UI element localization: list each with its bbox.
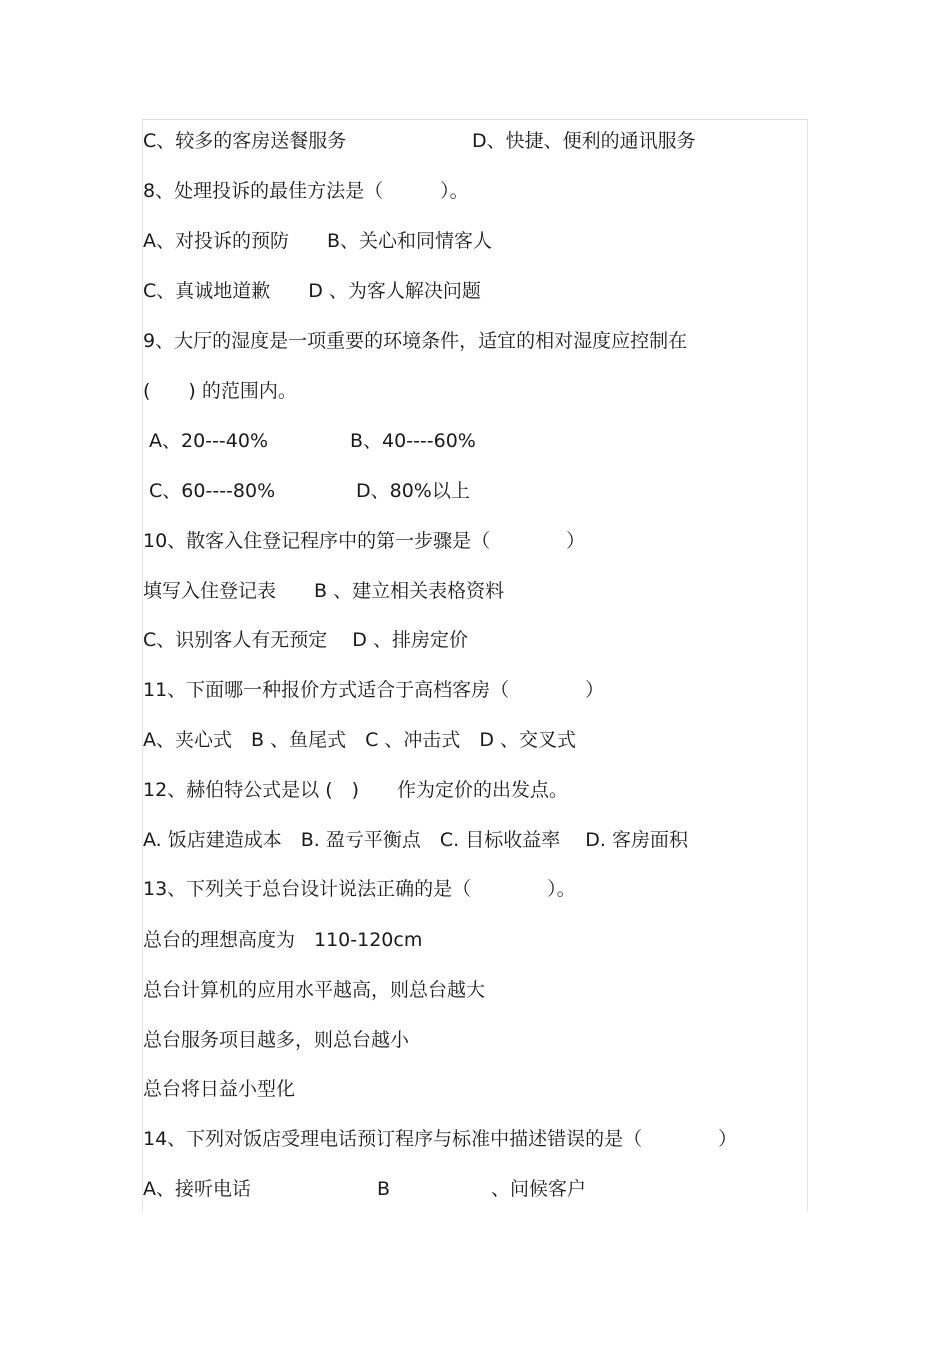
option-line-8cd: C、真诚地道歉 D 、为客人解决问题	[143, 280, 481, 302]
option-line-14ab: A、接听电话 B 、问候客户	[143, 1178, 587, 1200]
question-13: 13、下列关于总台设计说法正确的是（ ）。	[143, 878, 576, 900]
option-line-8ab: A、对投诉的预防 B、关心和同情客人	[143, 230, 493, 252]
question-12: 12、赫伯特公式是以 ( ) 作为定价的出发点。	[143, 779, 569, 801]
option-13a: 总台的理想高度为 110-120cm	[143, 929, 423, 951]
option-line-9cd: C、60----80% D、80%以上	[143, 480, 470, 502]
question-10: 10、散客入住登记程序中的第一步骤是（ ）	[143, 530, 586, 552]
question-11: 11、下面哪一种报价方式适合于高档客房（ ）	[143, 679, 605, 701]
question-8: 8、处理投诉的最佳方法是（ ）。	[143, 180, 469, 202]
option-13b: 总台计算机的应用水平越高，则总台越大	[143, 979, 486, 1001]
option-13c: 总台服务项目越多，则总台越小	[143, 1029, 410, 1051]
option-line-7cd: C、较多的客房送餐服务 D、快捷、便利的通讯服务	[143, 130, 696, 152]
option-line-12: A. 饭店建造成本 B. 盈亏平衡点 C. 目标收益率 D. 客房面积	[143, 829, 688, 851]
option-13d: 总台将日益小型化	[143, 1078, 296, 1100]
option-line-11: A、夹心式 B 、鱼尾式 C 、冲击式 D 、交叉式	[143, 729, 577, 751]
option-line-10cd: C、识别客人有无预定 D 、排房定价	[143, 629, 468, 651]
question-9-cont: ( ) 的范围内。	[143, 380, 297, 402]
option-line-10ab: 填写入住登记表 B 、建立相关表格资料	[143, 580, 505, 602]
option-line-9ab: A、20---40% B、40----60%	[143, 430, 476, 452]
question-14: 14、下列对饭店受理电话预订程序与标准中描述错误的是（ ）	[143, 1128, 738, 1150]
question-9: 9、大厅的湿度是一项重要的环境条件，适宜的相对湿度应控制在	[143, 330, 688, 352]
